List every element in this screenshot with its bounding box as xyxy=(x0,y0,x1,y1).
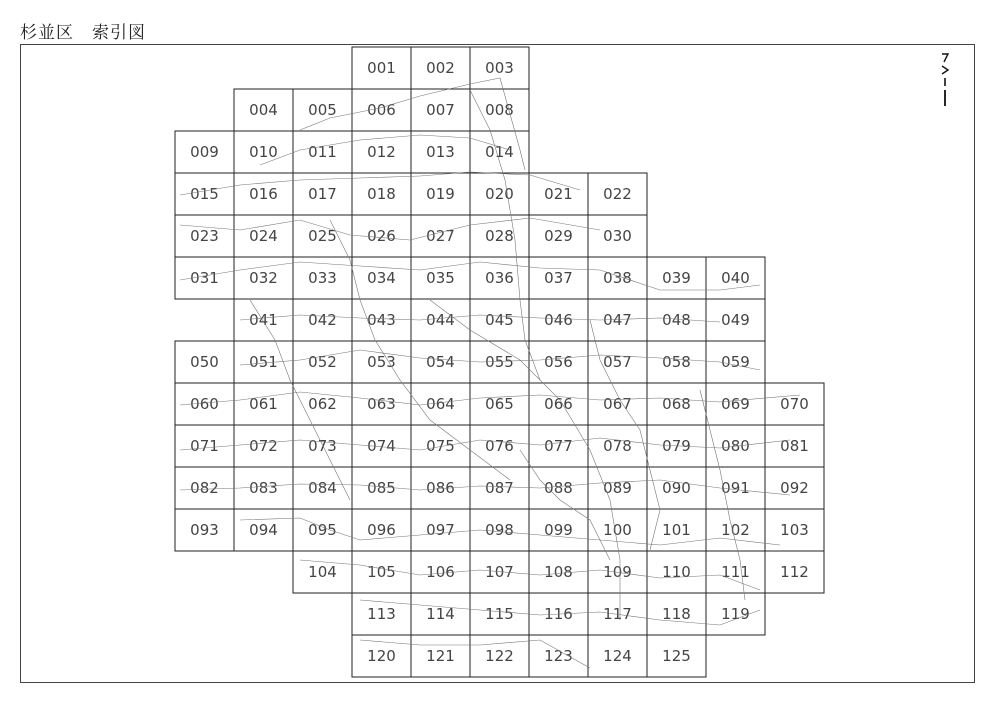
sheet-number: 079 xyxy=(662,437,691,455)
sheet-number: 054 xyxy=(426,353,455,371)
sheet-107[interactable] xyxy=(470,551,529,593)
sheet-number: 023 xyxy=(190,227,219,245)
sheet-number: 073 xyxy=(308,437,337,455)
sheet-095[interactable] xyxy=(293,509,352,551)
sheet-number: 069 xyxy=(721,395,750,413)
sheet-120[interactable] xyxy=(352,635,411,677)
sheet-020[interactable] xyxy=(470,173,529,215)
sheet-number: 108 xyxy=(544,563,573,581)
sheet-number: 055 xyxy=(485,353,514,371)
sheet-number: 022 xyxy=(603,185,632,203)
sheet-024[interactable] xyxy=(234,215,293,257)
sheet-number: 001 xyxy=(367,59,396,77)
sheet-number: 039 xyxy=(662,269,691,287)
sheet-number: 095 xyxy=(308,521,337,539)
sheet-114[interactable] xyxy=(411,593,470,635)
sheet-number: 113 xyxy=(367,605,396,623)
sheet-064[interactable] xyxy=(411,383,470,425)
sheet-042[interactable] xyxy=(293,299,352,341)
sheet-number: 084 xyxy=(308,479,337,497)
sheet-number: 112 xyxy=(780,563,809,581)
sheet-111[interactable] xyxy=(706,551,765,593)
sheet-023[interactable] xyxy=(175,215,234,257)
sheet-027[interactable] xyxy=(411,215,470,257)
sheet-012[interactable] xyxy=(352,131,411,173)
sheet-001[interactable] xyxy=(352,47,411,89)
sheet-number: 056 xyxy=(544,353,573,371)
sheet-109[interactable] xyxy=(588,551,647,593)
sheet-grid xyxy=(175,47,824,677)
sheet-number: 123 xyxy=(544,647,573,665)
sheet-074[interactable] xyxy=(352,425,411,467)
sheet-032[interactable] xyxy=(234,257,293,299)
sheet-number: 075 xyxy=(426,437,455,455)
sheet-089[interactable] xyxy=(588,467,647,509)
sheet-number: 038 xyxy=(603,269,632,287)
sheet-072[interactable] xyxy=(234,425,293,467)
sheet-number: 025 xyxy=(308,227,337,245)
sheet-029[interactable] xyxy=(529,215,588,257)
sheet-113[interactable] xyxy=(352,593,411,635)
sheet-094[interactable] xyxy=(234,509,293,551)
sheet-number: 043 xyxy=(367,311,396,329)
sheet-070[interactable] xyxy=(765,383,824,425)
sheet-number: 035 xyxy=(426,269,455,287)
sheet-011[interactable] xyxy=(293,131,352,173)
sheet-030[interactable] xyxy=(588,215,647,257)
sheet-104[interactable] xyxy=(293,551,352,593)
sheet-number: 051 xyxy=(249,353,278,371)
sheet-number: 044 xyxy=(426,311,455,329)
sheet-087[interactable] xyxy=(470,467,529,509)
sheet-081[interactable] xyxy=(765,425,824,467)
sheet-065[interactable] xyxy=(470,383,529,425)
sheet-number: 019 xyxy=(426,185,455,203)
sheet-number: 015 xyxy=(190,185,219,203)
sheet-038[interactable] xyxy=(588,257,647,299)
sheet-056[interactable] xyxy=(529,341,588,383)
sheet-number: 049 xyxy=(721,311,750,329)
sheet-number: 091 xyxy=(721,479,750,497)
sheet-number: 067 xyxy=(603,395,632,413)
sheet-051[interactable] xyxy=(234,341,293,383)
sheet-number: 021 xyxy=(544,185,573,203)
sheet-019[interactable] xyxy=(411,173,470,215)
sheet-049[interactable] xyxy=(706,299,765,341)
sheet-number: 121 xyxy=(426,647,455,665)
sheet-090[interactable] xyxy=(647,467,706,509)
sheet-number: 014 xyxy=(485,143,514,161)
sheet-number: 037 xyxy=(544,269,573,287)
sheet-number: 114 xyxy=(426,605,455,623)
sheet-number: 115 xyxy=(485,605,514,623)
sheet-number: 097 xyxy=(426,521,455,539)
sheet-085[interactable] xyxy=(352,467,411,509)
sheet-number: 083 xyxy=(249,479,278,497)
sheet-number: 020 xyxy=(485,185,514,203)
sheet-number: 062 xyxy=(308,395,337,413)
sheet-number: 009 xyxy=(190,143,219,161)
sheet-016[interactable] xyxy=(234,173,293,215)
sheet-063[interactable] xyxy=(352,383,411,425)
sheet-number: 030 xyxy=(603,227,632,245)
sheet-092[interactable] xyxy=(765,467,824,509)
sheet-number: 006 xyxy=(367,101,396,119)
sheet-number: 103 xyxy=(780,521,809,539)
sheet-053[interactable] xyxy=(352,341,411,383)
sheet-number: 046 xyxy=(544,311,573,329)
sheet-008[interactable] xyxy=(470,89,529,131)
sheet-number: 090 xyxy=(662,479,691,497)
sheet-number: 087 xyxy=(485,479,514,497)
sheet-number: 102 xyxy=(721,521,750,539)
sheet-number: 005 xyxy=(308,101,337,119)
sheet-number: 059 xyxy=(721,353,750,371)
sheet-115[interactable] xyxy=(470,593,529,635)
sheet-number: 008 xyxy=(485,101,514,119)
sheet-number: 100 xyxy=(603,521,632,539)
sheet-110[interactable] xyxy=(647,551,706,593)
sheet-number: 050 xyxy=(190,353,219,371)
sheet-099[interactable] xyxy=(529,509,588,551)
sheet-067[interactable] xyxy=(588,383,647,425)
sheet-number: 089 xyxy=(603,479,632,497)
sheet-number: 096 xyxy=(367,521,396,539)
sheet-003[interactable] xyxy=(470,47,529,89)
sheet-number: 065 xyxy=(485,395,514,413)
sheet-006[interactable] xyxy=(352,89,411,131)
sheet-037[interactable] xyxy=(529,257,588,299)
sheet-number: 094 xyxy=(249,521,278,539)
sheet-number: 076 xyxy=(485,437,514,455)
sheet-number: 078 xyxy=(603,437,632,455)
sheet-number: 116 xyxy=(544,605,573,623)
sheet-066[interactable] xyxy=(529,383,588,425)
sheet-084[interactable] xyxy=(293,467,352,509)
sheet-007[interactable] xyxy=(411,89,470,131)
sheet-102[interactable] xyxy=(706,509,765,551)
sheet-103[interactable] xyxy=(765,509,824,551)
map-title: 杉並区 索引図 xyxy=(20,23,146,43)
sheet-009[interactable] xyxy=(175,131,234,173)
sheet-121[interactable] xyxy=(411,635,470,677)
sheet-number: 024 xyxy=(249,227,278,245)
sheet-number: 032 xyxy=(249,269,278,287)
sheet-number: 093 xyxy=(190,521,219,539)
sheet-number: 017 xyxy=(308,185,337,203)
sheet-number: 119 xyxy=(721,605,750,623)
sheet-018[interactable] xyxy=(352,173,411,215)
sheet-118[interactable] xyxy=(647,593,706,635)
sheet-number: 101 xyxy=(662,521,691,539)
sheet-122[interactable] xyxy=(470,635,529,677)
sheet-077[interactable] xyxy=(529,425,588,467)
sheet-number: 105 xyxy=(367,563,396,581)
sheet-number: 070 xyxy=(780,395,809,413)
sheet-number: 016 xyxy=(249,185,278,203)
sheet-number: 034 xyxy=(367,269,396,287)
sheet-039[interactable] xyxy=(647,257,706,299)
sheet-number: 124 xyxy=(603,647,632,665)
sheet-number: 072 xyxy=(249,437,278,455)
sheet-093[interactable] xyxy=(175,509,234,551)
sheet-number: 086 xyxy=(426,479,455,497)
sheet-number: 082 xyxy=(190,479,219,497)
sheet-number: 092 xyxy=(780,479,809,497)
sheet-number: 042 xyxy=(308,311,337,329)
sheet-number: 004 xyxy=(249,101,278,119)
sheet-number: 109 xyxy=(603,563,632,581)
sheet-number: 107 xyxy=(485,563,514,581)
sheet-097[interactable] xyxy=(411,509,470,551)
sheet-052[interactable] xyxy=(293,341,352,383)
sheet-number: 029 xyxy=(544,227,573,245)
sheet-number: 027 xyxy=(426,227,455,245)
sheet-061[interactable] xyxy=(234,383,293,425)
sheet-046[interactable] xyxy=(529,299,588,341)
sheet-number: 060 xyxy=(190,395,219,413)
sheet-number: 036 xyxy=(485,269,514,287)
north-arrow-icon xyxy=(938,52,952,108)
sheet-106[interactable] xyxy=(411,551,470,593)
sheet-005[interactable] xyxy=(293,89,352,131)
sheet-050[interactable] xyxy=(175,341,234,383)
sheet-number: 080 xyxy=(721,437,750,455)
sheet-034[interactable] xyxy=(352,257,411,299)
sheet-124[interactable] xyxy=(588,635,647,677)
sheet-number: 106 xyxy=(426,563,455,581)
sheet-number: 033 xyxy=(308,269,337,287)
sheet-068[interactable] xyxy=(647,383,706,425)
sheet-number: 063 xyxy=(367,395,396,413)
sheet-096[interactable] xyxy=(352,509,411,551)
sheet-number: 120 xyxy=(367,647,396,665)
sheet-059[interactable] xyxy=(706,341,765,383)
sheet-number: 052 xyxy=(308,353,337,371)
sheet-123[interactable] xyxy=(529,635,588,677)
sheet-number: 071 xyxy=(190,437,219,455)
sheet-number: 040 xyxy=(721,269,750,287)
sheet-015[interactable] xyxy=(175,173,234,215)
sheet-045[interactable] xyxy=(470,299,529,341)
sheet-022[interactable] xyxy=(588,173,647,215)
sheet-031[interactable] xyxy=(175,257,234,299)
sheet-025[interactable] xyxy=(293,215,352,257)
sheet-117[interactable] xyxy=(588,593,647,635)
sheet-076[interactable] xyxy=(470,425,529,467)
sheet-073[interactable] xyxy=(293,425,352,467)
sheet-number: 048 xyxy=(662,311,691,329)
sheet-number: 111 xyxy=(721,563,750,581)
sheet-014[interactable] xyxy=(470,131,529,173)
sheet-number: 041 xyxy=(249,311,278,329)
sheet-number: 110 xyxy=(662,563,691,581)
sheet-075[interactable] xyxy=(411,425,470,467)
sheet-number: 081 xyxy=(780,437,809,455)
sheet-number: 011 xyxy=(308,143,337,161)
sheet-number: 045 xyxy=(485,311,514,329)
sheet-number: 077 xyxy=(544,437,573,455)
sheet-number: 099 xyxy=(544,521,573,539)
sheet-086[interactable] xyxy=(411,467,470,509)
sheet-091[interactable] xyxy=(706,467,765,509)
sheet-number: 068 xyxy=(662,395,691,413)
sheet-number: 122 xyxy=(485,647,514,665)
sheet-number: 098 xyxy=(485,521,514,539)
sheet-004[interactable] xyxy=(234,89,293,131)
sheet-number: 066 xyxy=(544,395,573,413)
sheet-number: 013 xyxy=(426,143,455,161)
sheet-number: 085 xyxy=(367,479,396,497)
sheet-number: 018 xyxy=(367,185,396,203)
sheet-069[interactable] xyxy=(706,383,765,425)
sheet-number: 010 xyxy=(249,143,278,161)
sheet-043[interactable] xyxy=(352,299,411,341)
sheet-119[interactable] xyxy=(706,593,765,635)
sheet-number: 058 xyxy=(662,353,691,371)
sheet-125[interactable] xyxy=(647,635,706,677)
sheet-010[interactable] xyxy=(234,131,293,173)
sheet-number: 088 xyxy=(544,479,573,497)
sheet-number: 117 xyxy=(603,605,632,623)
sheet-048[interactable] xyxy=(647,299,706,341)
sheet-058[interactable] xyxy=(647,341,706,383)
sheet-number: 007 xyxy=(426,101,455,119)
sheet-number: 003 xyxy=(485,59,514,77)
sheet-number: 118 xyxy=(662,605,691,623)
sheet-number: 047 xyxy=(603,311,632,329)
sheet-number: 012 xyxy=(367,143,396,161)
sheet-number: 002 xyxy=(426,59,455,77)
sheet-number: 026 xyxy=(367,227,396,245)
sheet-number: 125 xyxy=(662,647,691,665)
sheet-number: 057 xyxy=(603,353,632,371)
sheet-054[interactable] xyxy=(411,341,470,383)
sheet-number: 064 xyxy=(426,395,455,413)
sheet-060[interactable] xyxy=(175,383,234,425)
sheet-number: 053 xyxy=(367,353,396,371)
sheet-021[interactable] xyxy=(529,173,588,215)
sheet-112[interactable] xyxy=(765,551,824,593)
sheet-number: 028 xyxy=(485,227,514,245)
sheet-040[interactable] xyxy=(706,257,765,299)
sheet-number: 061 xyxy=(249,395,278,413)
sheet-036[interactable] xyxy=(470,257,529,299)
sheet-078[interactable] xyxy=(588,425,647,467)
sheet-number: 031 xyxy=(190,269,219,287)
sheet-002[interactable] xyxy=(411,47,470,89)
sheet-number: 074 xyxy=(367,437,396,455)
sheet-082[interactable] xyxy=(175,467,234,509)
sheet-number: 104 xyxy=(308,563,337,581)
sheet-035[interactable] xyxy=(411,257,470,299)
